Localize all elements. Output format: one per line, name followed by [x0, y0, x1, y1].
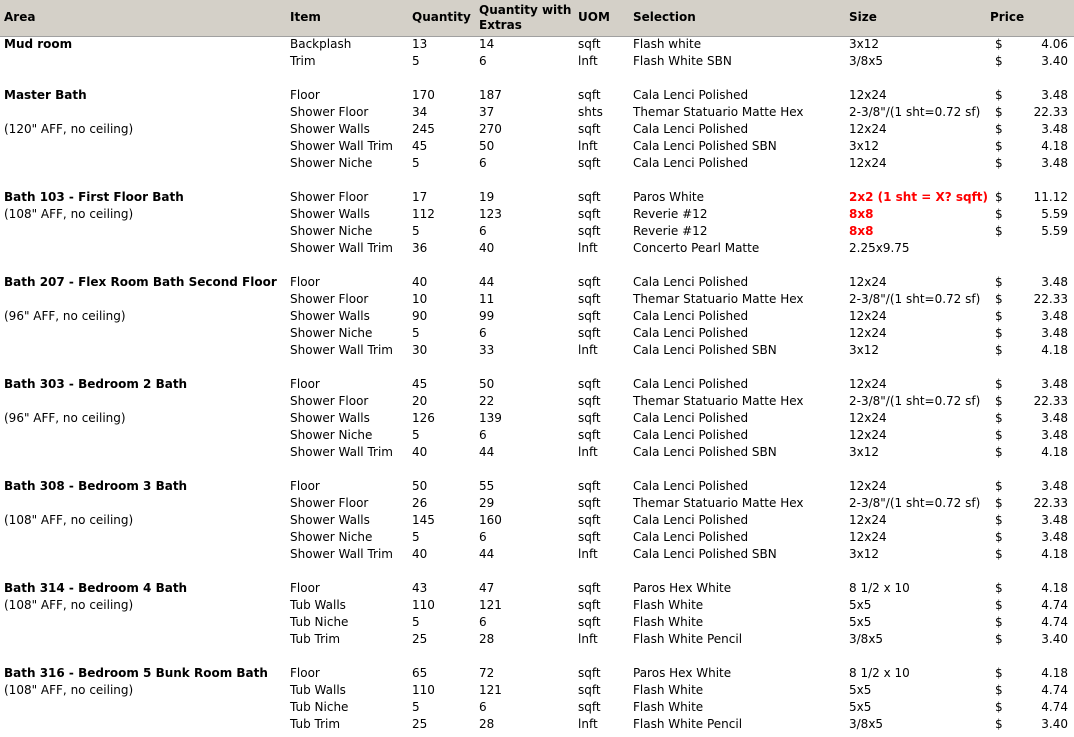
size-cell[interactable]: 3x12 [849, 547, 880, 561]
header-uom[interactable]: UOM [578, 10, 610, 24]
selection-cell[interactable]: Cala Lenci Polished [633, 326, 749, 340]
header-quantity[interactable]: Quantity [412, 10, 471, 24]
quantity-extras-cell[interactable]: 28 [479, 632, 495, 646]
area-name[interactable]: Master Bath [4, 88, 87, 102]
quantity-extras-cell[interactable]: 99 [479, 309, 495, 323]
quantity-extras-cell[interactable]: 187 [479, 88, 502, 102]
uom-cell[interactable]: sqft [578, 326, 601, 340]
quantity-extras-cell[interactable]: 121 [479, 598, 502, 612]
currency-cell[interactable]: $ [995, 632, 1003, 646]
price-cell[interactable]: 3.48 [1041, 309, 1068, 323]
uom-cell[interactable]: sqft [578, 394, 601, 408]
price-cell[interactable]: 3.48 [1041, 513, 1068, 527]
quantity-cell[interactable]: 112 [412, 207, 435, 221]
uom-cell[interactable]: sqft [578, 683, 601, 697]
item-cell[interactable]: Shower Walls [290, 411, 370, 425]
price-cell[interactable]: 4.18 [1041, 581, 1068, 595]
price-cell[interactable]: 4.74 [1041, 700, 1068, 714]
quantity-cell[interactable]: 5 [412, 615, 420, 629]
currency-cell[interactable]: $ [995, 428, 1003, 442]
size-cell[interactable]: 12x24 [849, 88, 887, 102]
uom-cell[interactable]: sqft [578, 156, 601, 170]
price-cell[interactable]: 3.48 [1041, 156, 1068, 170]
price-cell[interactable]: 4.74 [1041, 598, 1068, 612]
selection-cell[interactable]: Themar Statuario Matte Hex [633, 292, 804, 306]
size-cell[interactable]: 2-3/8"/(1 sht=0.72 sf) [849, 292, 981, 306]
quantity-extras-cell[interactable]: 160 [479, 513, 502, 527]
uom-cell[interactable]: lnft [578, 632, 598, 646]
price-cell[interactable]: 3.48 [1041, 530, 1068, 544]
currency-cell[interactable]: $ [995, 615, 1003, 629]
size-cell[interactable]: 2-3/8"/(1 sht=0.72 sf) [849, 496, 981, 510]
quantity-extras-cell[interactable]: 44 [479, 275, 495, 289]
area-note[interactable]: (108" AFF, no ceiling) [4, 513, 134, 527]
quantity-extras-cell[interactable]: 6 [479, 700, 487, 714]
size-cell[interactable]: 3x12 [849, 445, 880, 459]
quantity-cell[interactable]: 5 [412, 156, 420, 170]
header-selection[interactable]: Selection [633, 10, 696, 24]
item-cell[interactable]: Tub Trim [290, 632, 341, 646]
quantity-extras-cell[interactable]: 6 [479, 326, 487, 340]
header-area[interactable]: Area [4, 10, 36, 24]
price-cell[interactable]: 4.18 [1041, 547, 1068, 561]
area-note[interactable]: (108" AFF, no ceiling) [4, 598, 134, 612]
item-cell[interactable]: Shower Walls [290, 207, 370, 221]
currency-cell[interactable]: $ [995, 411, 1003, 425]
currency-cell[interactable]: $ [995, 530, 1003, 544]
item-cell[interactable]: Shower Walls [290, 122, 370, 136]
selection-cell[interactable]: Cala Lenci Polished [633, 88, 749, 102]
currency-cell[interactable]: $ [995, 190, 1003, 204]
quantity-cell[interactable]: 5 [412, 428, 420, 442]
quantity-cell[interactable]: 5 [412, 224, 420, 238]
currency-cell[interactable]: $ [995, 122, 1003, 136]
quantity-cell[interactable]: 10 [412, 292, 428, 306]
price-cell[interactable]: 3.48 [1041, 275, 1068, 289]
header-quantity-extras-line2[interactable]: Extras [479, 18, 522, 32]
size-cell[interactable]: 12x24 [849, 156, 887, 170]
uom-cell[interactable]: sqft [578, 190, 601, 204]
size-cell[interactable]: 12x24 [849, 513, 887, 527]
quantity-cell[interactable]: 25 [412, 717, 428, 731]
item-cell[interactable]: Tub Niche [290, 700, 349, 714]
size-cell[interactable]: 8x8 [849, 207, 874, 221]
quantity-extras-cell[interactable]: 6 [479, 54, 487, 68]
price-cell[interactable]: 3.40 [1041, 54, 1068, 68]
header-size[interactable]: Size [849, 10, 877, 24]
quantity-extras-cell[interactable]: 123 [479, 207, 502, 221]
selection-cell[interactable]: Concerto Pearl Matte [633, 241, 760, 255]
size-cell[interactable]: 8 1/2 x 10 [849, 581, 910, 595]
size-cell[interactable]: 2-3/8"/(1 sht=0.72 sf) [849, 394, 981, 408]
uom-cell[interactable]: sqft [578, 88, 601, 102]
selection-cell[interactable]: Cala Lenci Polished SBN [633, 343, 777, 357]
quantity-extras-cell[interactable]: 44 [479, 547, 495, 561]
uom-cell[interactable]: lnft [578, 547, 598, 561]
uom-cell[interactable]: sqft [578, 37, 601, 51]
item-cell[interactable]: Floor [290, 581, 320, 595]
currency-cell[interactable]: $ [995, 581, 1003, 595]
selection-cell[interactable]: Cala Lenci Polished [633, 122, 749, 136]
selection-cell[interactable]: Cala Lenci Polished [633, 479, 749, 493]
uom-cell[interactable]: shts [578, 105, 603, 119]
selection-cell[interactable]: Cala Lenci Polished [633, 428, 749, 442]
quantity-extras-cell[interactable]: 139 [479, 411, 502, 425]
currency-cell[interactable]: $ [995, 88, 1003, 102]
uom-cell[interactable]: sqft [578, 377, 601, 391]
item-cell[interactable]: Floor [290, 88, 320, 102]
currency-cell[interactable]: $ [995, 496, 1003, 510]
selection-cell[interactable]: Themar Statuario Matte Hex [633, 496, 804, 510]
size-cell[interactable]: 12x24 [849, 275, 887, 289]
quantity-extras-cell[interactable]: 44 [479, 445, 495, 459]
selection-cell[interactable]: Flash white [633, 37, 702, 51]
currency-cell[interactable]: $ [995, 309, 1003, 323]
selection-cell[interactable]: Cala Lenci Polished [633, 377, 749, 391]
selection-cell[interactable]: Flash White [633, 615, 704, 629]
area-name[interactable]: Bath 207 - Flex Room Bath Second Floor [4, 275, 277, 289]
item-cell[interactable]: Floor [290, 479, 320, 493]
selection-cell[interactable]: Cala Lenci Polished [633, 530, 749, 544]
quantity-cell[interactable]: 50 [412, 479, 428, 493]
uom-cell[interactable]: sqft [578, 513, 601, 527]
uom-cell[interactable]: lnft [578, 445, 598, 459]
price-cell[interactable]: 5.59 [1041, 207, 1068, 221]
quantity-cell[interactable]: 25 [412, 632, 428, 646]
currency-cell[interactable]: $ [995, 547, 1003, 561]
selection-cell[interactable]: Cala Lenci Polished [633, 513, 749, 527]
price-cell[interactable]: 4.18 [1041, 139, 1068, 153]
price-cell[interactable]: 4.74 [1041, 615, 1068, 629]
quantity-cell[interactable]: 110 [412, 598, 435, 612]
quantity-extras-cell[interactable]: 47 [479, 581, 495, 595]
quantity-extras-cell[interactable]: 6 [479, 428, 487, 442]
quantity-extras-cell[interactable]: 33 [479, 343, 495, 357]
currency-cell[interactable]: $ [995, 700, 1003, 714]
item-cell[interactable]: Shower Walls [290, 309, 370, 323]
item-cell[interactable]: Shower Wall Trim [290, 445, 393, 459]
quantity-cell[interactable]: 126 [412, 411, 435, 425]
size-cell[interactable]: 8 1/2 x 10 [849, 666, 910, 680]
price-cell[interactable]: 3.40 [1041, 717, 1068, 731]
selection-cell[interactable]: Cala Lenci Polished [633, 156, 749, 170]
quantity-cell[interactable]: 45 [412, 377, 428, 391]
price-cell[interactable]: 4.18 [1041, 445, 1068, 459]
size-cell[interactable]: 3/8x5 [849, 632, 884, 646]
item-cell[interactable]: Shower Niche [290, 224, 373, 238]
currency-cell[interactable]: $ [995, 666, 1003, 680]
quantity-extras-cell[interactable]: 50 [479, 139, 495, 153]
currency-cell[interactable]: $ [995, 156, 1003, 170]
header-row [0, 0, 1074, 37]
quantity-cell[interactable]: 45 [412, 139, 428, 153]
item-cell[interactable]: Shower Floor [290, 496, 369, 510]
currency-cell[interactable]: $ [995, 105, 1003, 119]
selection-cell[interactable]: Cala Lenci Polished SBN [633, 445, 777, 459]
item-cell[interactable]: Shower Niche [290, 428, 373, 442]
price-cell[interactable]: 4.74 [1041, 683, 1068, 697]
quantity-extras-cell[interactable]: 37 [479, 105, 495, 119]
uom-cell[interactable]: sqft [578, 411, 601, 425]
area-name[interactable]: Bath 103 - First Floor Bath [4, 190, 184, 204]
item-cell[interactable]: Trim [290, 54, 316, 68]
quantity-cell[interactable]: 5 [412, 326, 420, 340]
quantity-cell[interactable]: 34 [412, 105, 428, 119]
uom-cell[interactable]: lnft [578, 54, 598, 68]
size-cell[interactable]: 12x24 [849, 122, 887, 136]
currency-cell[interactable]: $ [995, 717, 1003, 731]
item-cell[interactable]: Shower Niche [290, 326, 373, 340]
quantity-cell[interactable]: 65 [412, 666, 428, 680]
size-cell[interactable]: 12x24 [849, 428, 887, 442]
size-cell[interactable]: 2.25x9.75 [849, 241, 910, 255]
selection-cell[interactable]: Flash White [633, 700, 704, 714]
quantity-cell[interactable]: 5 [412, 700, 420, 714]
selection-cell[interactable]: Cala Lenci Polished SBN [633, 547, 777, 561]
area-note[interactable]: (96" AFF, no ceiling) [4, 309, 126, 323]
uom-cell[interactable]: sqft [578, 700, 601, 714]
header-item[interactable]: Item [290, 10, 321, 24]
size-cell[interactable]: 8x8 [849, 224, 874, 238]
uom-cell[interactable]: lnft [578, 717, 598, 731]
price-cell[interactable]: 22.33 [1033, 394, 1068, 408]
item-cell[interactable]: Floor [290, 666, 320, 680]
size-cell[interactable]: 2x2 (1 sht = X? sqft) [849, 190, 989, 204]
selection-cell[interactable]: Paros Hex White [633, 666, 732, 680]
quantity-cell[interactable]: 17 [412, 190, 428, 204]
quantity-extras-cell[interactable]: 28 [479, 717, 495, 731]
currency-cell[interactable]: $ [995, 598, 1003, 612]
item-cell[interactable]: Floor [290, 275, 320, 289]
size-cell[interactable]: 5x5 [849, 615, 872, 629]
size-cell[interactable]: 3x12 [849, 37, 880, 51]
quantity-cell[interactable]: 90 [412, 309, 428, 323]
price-cell[interactable]: 3.48 [1041, 88, 1068, 102]
currency-cell[interactable]: $ [995, 513, 1003, 527]
quantity-cell[interactable]: 5 [412, 530, 420, 544]
item-cell[interactable]: Shower Niche [290, 156, 373, 170]
size-cell[interactable]: 12x24 [849, 326, 887, 340]
quantity-cell[interactable]: 170 [412, 88, 435, 102]
size-cell[interactable]: 5x5 [849, 598, 872, 612]
quantity-extras-cell[interactable]: 6 [479, 224, 487, 238]
quantity-cell[interactable]: 30 [412, 343, 428, 357]
quantity-cell[interactable]: 145 [412, 513, 435, 527]
header-quantity-extras-line1[interactable]: Quantity with [479, 3, 572, 17]
currency-cell[interactable]: $ [995, 207, 1003, 221]
size-cell[interactable]: 3x12 [849, 343, 880, 357]
quantity-extras-cell[interactable]: 40 [479, 241, 495, 255]
quantity-extras-cell[interactable]: 55 [479, 479, 495, 493]
currency-cell[interactable]: $ [995, 394, 1003, 408]
item-cell[interactable]: Shower Floor [290, 292, 369, 306]
quantity-extras-cell[interactable]: 19 [479, 190, 495, 204]
size-cell[interactable]: 12x24 [849, 411, 887, 425]
area-name[interactable]: Bath 314 - Bedroom 4 Bath [4, 581, 188, 595]
item-cell[interactable]: Shower Floor [290, 394, 369, 408]
currency-cell[interactable]: $ [995, 377, 1003, 391]
price-cell[interactable]: 11.12 [1033, 190, 1068, 204]
price-cell[interactable]: 3.48 [1041, 377, 1068, 391]
quantity-extras-cell[interactable]: 22 [479, 394, 495, 408]
uom-cell[interactable]: sqft [578, 428, 601, 442]
item-cell[interactable]: Shower Floor [290, 105, 369, 119]
uom-cell[interactable]: sqft [578, 496, 601, 510]
area-name[interactable]: Bath 316 - Bedroom 5 Bunk Room Bath [4, 666, 268, 680]
area-note[interactable]: (96" AFF, no ceiling) [4, 411, 126, 425]
uom-cell[interactable]: sqft [578, 598, 601, 612]
item-cell[interactable]: Shower Wall Trim [290, 547, 393, 561]
price-cell[interactable]: 3.48 [1041, 326, 1068, 340]
selection-cell[interactable]: Flash White [633, 598, 704, 612]
size-cell[interactable]: 2-3/8"/(1 sht=0.72 sf) [849, 105, 981, 119]
currency-cell[interactable]: $ [995, 139, 1003, 153]
price-cell[interactable]: 3.48 [1041, 428, 1068, 442]
item-cell[interactable]: Tub Walls [290, 683, 346, 697]
currency-cell[interactable]: $ [995, 37, 1003, 51]
quantity-extras-cell[interactable]: 50 [479, 377, 495, 391]
currency-cell[interactable]: $ [995, 343, 1003, 357]
price-cell[interactable]: 4.18 [1041, 666, 1068, 680]
quantity-cell[interactable]: 20 [412, 394, 428, 408]
quantity-extras-cell[interactable]: 11 [479, 292, 495, 306]
item-cell[interactable]: Shower Floor [290, 190, 369, 204]
selection-cell[interactable]: Paros Hex White [633, 581, 732, 595]
quantity-extras-cell[interactable]: 6 [479, 156, 487, 170]
price-cell[interactable]: 3.40 [1041, 632, 1068, 646]
quantity-cell[interactable]: 40 [412, 547, 428, 561]
price-cell[interactable]: 3.48 [1041, 411, 1068, 425]
item-cell[interactable]: Shower Wall Trim [290, 343, 393, 357]
currency-cell[interactable]: $ [995, 683, 1003, 697]
size-cell[interactable]: 12x24 [849, 377, 887, 391]
uom-cell[interactable]: sqft [578, 292, 601, 306]
currency-cell[interactable]: $ [995, 445, 1003, 459]
area-name[interactable]: Bath 308 - Bedroom 3 Bath [4, 479, 188, 493]
quantity-cell[interactable]: 40 [412, 275, 428, 289]
quantity-extras-cell[interactable]: 121 [479, 683, 502, 697]
size-cell[interactable]: 3/8x5 [849, 717, 884, 731]
header-price[interactable]: Price [990, 10, 1025, 24]
quantity-extras-cell[interactable]: 29 [479, 496, 495, 510]
item-cell[interactable]: Shower Wall Trim [290, 241, 393, 255]
selection-cell[interactable]: Themar Statuario Matte Hex [633, 105, 804, 119]
uom-cell[interactable]: sqft [578, 615, 601, 629]
quantity-cell[interactable]: 26 [412, 496, 428, 510]
size-cell[interactable]: 12x24 [849, 479, 887, 493]
quantity-extras-cell[interactable]: 14 [479, 37, 495, 51]
quantity-cell[interactable]: 13 [412, 37, 428, 51]
selection-cell[interactable]: Cala Lenci Polished [633, 309, 749, 323]
size-cell[interactable]: 12x24 [849, 530, 887, 544]
size-cell[interactable]: 5x5 [849, 700, 872, 714]
uom-cell[interactable]: sqft [578, 479, 601, 493]
item-cell[interactable]: Floor [290, 377, 320, 391]
quantity-extras-cell[interactable]: 72 [479, 666, 495, 680]
currency-cell[interactable]: $ [995, 224, 1003, 238]
uom-cell[interactable]: sqft [578, 581, 601, 595]
selection-cell[interactable]: Flash White SBN [633, 54, 732, 68]
price-cell[interactable]: 22.33 [1033, 105, 1068, 119]
area-name[interactable]: Mud room [4, 37, 73, 51]
quantity-cell[interactable]: 43 [412, 581, 428, 595]
item-cell[interactable]: Shower Wall Trim [290, 139, 393, 153]
item-cell[interactable]: Shower Niche [290, 530, 373, 544]
currency-cell[interactable]: $ [995, 275, 1003, 289]
quantity-cell[interactable]: 40 [412, 445, 428, 459]
size-cell[interactable]: 3x12 [849, 139, 880, 153]
selection-cell[interactable]: Flash White [633, 683, 704, 697]
quantity-extras-cell[interactable]: 270 [479, 122, 502, 136]
uom-cell[interactable]: lnft [578, 241, 598, 255]
quantity-extras-cell[interactable]: 6 [479, 530, 487, 544]
price-cell[interactable]: 5.59 [1041, 224, 1068, 238]
price-cell[interactable]: 3.48 [1041, 122, 1068, 136]
quantity-cell[interactable]: 110 [412, 683, 435, 697]
area-note[interactable]: (108" AFF, no ceiling) [4, 207, 134, 221]
uom-cell[interactable]: sqft [578, 224, 601, 238]
price-cell[interactable]: 22.33 [1033, 292, 1068, 306]
quantity-cell[interactable]: 245 [412, 122, 435, 136]
price-cell[interactable]: 22.33 [1033, 496, 1068, 510]
selection-cell[interactable]: Paros White [633, 190, 705, 204]
price-cell[interactable]: 4.06 [1041, 37, 1068, 51]
uom-cell[interactable]: sqft [578, 666, 601, 680]
area-name[interactable]: Bath 303 - Bedroom 2 Bath [4, 377, 188, 391]
quantity-extras-cell[interactable]: 6 [479, 615, 487, 629]
item-cell[interactable]: Tub Walls [290, 598, 346, 612]
area-note[interactable]: (108" AFF, no ceiling) [4, 683, 134, 697]
selection-cell[interactable]: Cala Lenci Polished [633, 411, 749, 425]
selection-cell[interactable]: Flash White Pencil [633, 717, 743, 731]
selection-cell[interactable]: Flash White Pencil [633, 632, 743, 646]
selection-cell[interactable]: Cala Lenci Polished SBN [633, 139, 777, 153]
size-cell[interactable]: 5x5 [849, 683, 872, 697]
currency-cell[interactable]: $ [995, 54, 1003, 68]
size-cell[interactable]: 3/8x5 [849, 54, 884, 68]
size-cell[interactable]: 12x24 [849, 309, 887, 323]
uom-cell[interactable]: lnft [578, 139, 598, 153]
currency-cell[interactable]: $ [995, 326, 1003, 340]
uom-cell[interactable]: sqft [578, 122, 601, 136]
uom-cell[interactable]: sqft [578, 309, 601, 323]
selection-cell[interactable]: Themar Statuario Matte Hex [633, 394, 804, 408]
currency-cell[interactable]: $ [995, 292, 1003, 306]
item-cell[interactable]: Tub Niche [290, 615, 349, 629]
selection-cell[interactable]: Cala Lenci Polished [633, 275, 749, 289]
price-cell[interactable]: 3.48 [1041, 479, 1068, 493]
selection-cell[interactable]: Reverie #12 [633, 224, 708, 238]
uom-cell[interactable]: sqft [578, 207, 601, 221]
item-cell[interactable]: Shower Walls [290, 513, 370, 527]
uom-cell[interactable]: sqft [578, 530, 601, 544]
uom-cell[interactable]: lnft [578, 343, 598, 357]
item-cell[interactable]: Tub Trim [290, 717, 341, 731]
item-cell[interactable]: Backplash [290, 37, 352, 51]
area-note[interactable]: (120" AFF, no ceiling) [4, 122, 134, 136]
quantity-cell[interactable]: 36 [412, 241, 428, 255]
selection-cell[interactable]: Reverie #12 [633, 207, 708, 221]
price-cell[interactable]: 4.18 [1041, 343, 1068, 357]
quantity-cell[interactable]: 5 [412, 54, 420, 68]
currency-cell[interactable]: $ [995, 479, 1003, 493]
uom-cell[interactable]: sqft [578, 275, 601, 289]
